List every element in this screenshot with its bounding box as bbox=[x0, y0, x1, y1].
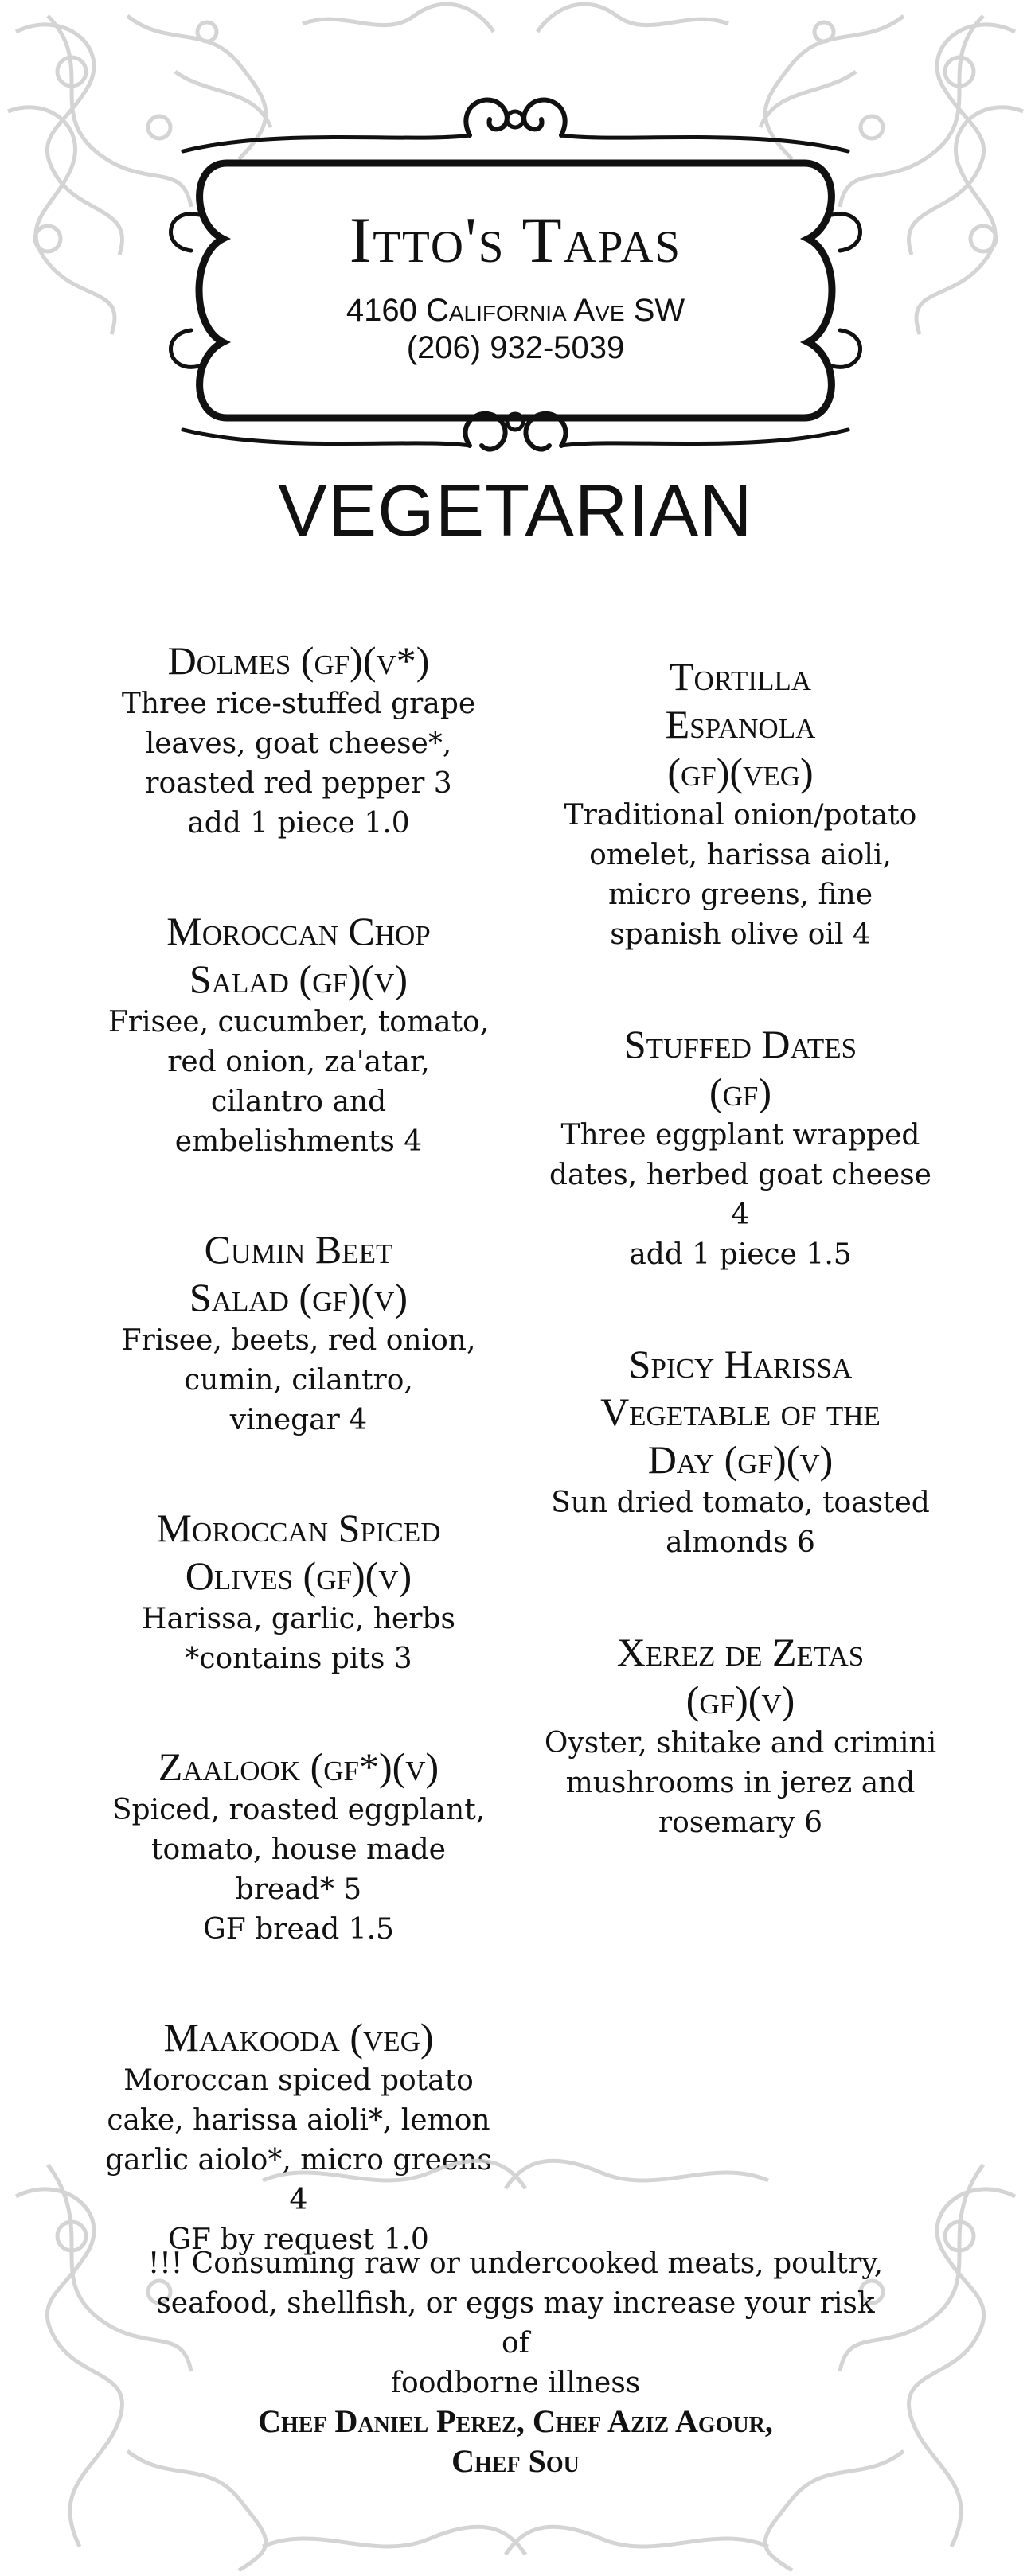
menu-item-name: Maakooda (veg) bbox=[163, 2015, 434, 2060]
menu-item bbox=[529, 1340, 951, 1563]
restaurant-phone: (206) 932-5039 bbox=[406, 330, 625, 365]
menu-item-name: Tortilla Espanola (gf)(veg) bbox=[665, 654, 816, 794]
chef-credits: Chef Daniel Perez, Chef Aziz Agour, Chef Sou bbox=[258, 2403, 773, 2479]
restaurant-name: Itto's Tapas bbox=[349, 204, 682, 276]
menu-item-name: Xerez de Zetas (gf)(v) bbox=[616, 1630, 865, 1722]
menu-item bbox=[529, 1020, 951, 1275]
menu-item bbox=[100, 1504, 498, 1679]
menu-item-description: Sun dried tomato, toasted almonds 6 bbox=[551, 1487, 930, 1559]
menu-item-description: Three rice-stuffed grape leaves, goat cheese*, roasted red pepper 3 add 1 piece 1.0 bbox=[121, 688, 476, 840]
menu-item-name: Cumin Beet Salad (gf)(v) bbox=[189, 1227, 408, 1319]
menu-item-name: Moroccan Chop Salad (gf)(v) bbox=[166, 909, 431, 1001]
menu-item-description: Moroccan spiced potato cake, harissa aioli*, lemon garlic aiolo*, micro greens 4 GF by request 1.0 bbox=[105, 2064, 492, 2256]
food-safety-warning: !!! Consuming raw or undercooked meats, poultry, seafood, shellfish, or eggs may increase your risk of foodborne illness bbox=[147, 2247, 884, 2399]
menu-column-right bbox=[529, 653, 951, 1908]
menu-item bbox=[100, 907, 498, 1162]
menu-item bbox=[100, 637, 498, 844]
restaurant-address: 4160 California Ave SW bbox=[346, 293, 685, 328]
menu-item bbox=[100, 2013, 498, 2260]
menu-item-name: Dolmes (gf)(v*) bbox=[167, 638, 430, 683]
menu-item-description: Frisee, beets, red onion, cumin, cilantro, vinegar 4 bbox=[121, 1324, 476, 1436]
menu-item-name: Spicy Harissa Vegetable of the Day (gf)(v) bbox=[600, 1342, 881, 1482]
menu-item-description: Oyster, shitake and crimini mushrooms in jerez and rosemary 6 bbox=[544, 1727, 937, 1839]
menu-item-description: Traditional onion/potato omelet, harissa aioli, micro greens, fine spanish olive oil 4 bbox=[564, 799, 917, 951]
menu-item-name: Zaalook (gf*)(v) bbox=[158, 1744, 439, 1789]
menu-item-name: Stuffed Dates (gf) bbox=[623, 1022, 857, 1114]
menu-item bbox=[100, 1743, 498, 1950]
menu-column-left bbox=[100, 637, 498, 2324]
menu-item bbox=[529, 1628, 951, 1843]
menu-item bbox=[529, 653, 951, 955]
menu-item-description: Harissa, garlic, herbs *contains pits 3 bbox=[142, 1603, 455, 1675]
section-title: VEGETARIAN bbox=[278, 470, 753, 551]
menu-item bbox=[100, 1226, 498, 1440]
menu-item-name: Moroccan Spiced Olives (gf)(v) bbox=[156, 1506, 441, 1598]
menu-item-description: Frisee, cucumber, tomato, red onion, za'atar, cilantro and embelishments 4 bbox=[107, 1006, 490, 1158]
menu-item-description: Spiced, roasted eggplant, tomato, house made bread* 5 GF bread 1.5 bbox=[111, 1794, 486, 1946]
menu-item-description: Three eggplant wrapped dates, herbed goat cheese 4 add 1 piece 1.5 bbox=[549, 1119, 931, 1271]
